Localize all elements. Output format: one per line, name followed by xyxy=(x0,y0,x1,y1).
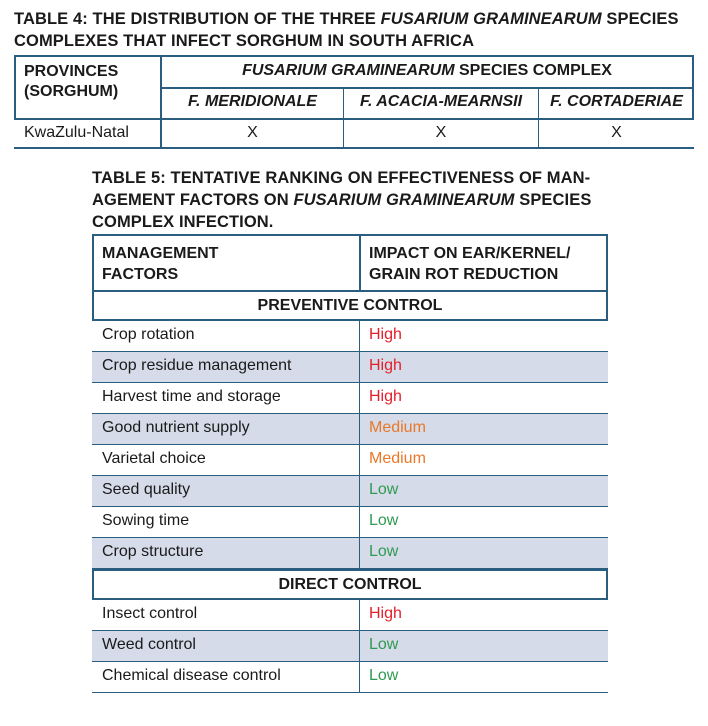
table4-province-header-line1: PROVINCES xyxy=(24,63,119,80)
table5-factor-cell: Harvest time and storage xyxy=(102,388,281,405)
table5-impact-cell: Low xyxy=(369,543,399,560)
table5-section-header: DIRECT CONTROL xyxy=(92,569,608,600)
table5-row xyxy=(92,321,608,352)
table4 xyxy=(14,55,694,149)
table5-row-divider xyxy=(359,538,360,568)
table5-factor-cell: Weed control xyxy=(102,636,196,653)
table4-caption xyxy=(14,8,694,52)
table5-row xyxy=(92,662,608,693)
table5-row-divider xyxy=(359,445,360,475)
table4-species-2: F. ACACIA-MEARNSII xyxy=(359,93,523,110)
table5-caption-line3: COMPLEX INFECTION. xyxy=(92,213,274,231)
table4-caption-italic: FUSARIUM GRAMINEARUM xyxy=(380,10,602,28)
table5-impact-cell: Medium xyxy=(369,450,426,467)
table5-row-divider xyxy=(359,352,360,382)
table4-species-1: F. MERIDIONALE xyxy=(188,93,317,110)
table5-factor-cell: Seed quality xyxy=(102,481,191,498)
table4-group-rule xyxy=(160,87,694,89)
table5-factor-header xyxy=(102,243,218,285)
table5-row-divider xyxy=(359,476,360,506)
table5-factor-header-line2: FACTORS xyxy=(102,266,179,283)
table5-impact-cell: Low xyxy=(369,481,399,498)
table5-row xyxy=(92,445,608,476)
table4-caption-line2: COMPLEXES THAT INFECT SORGHUM IN SOUTH AFRICA xyxy=(14,32,475,50)
table5-factor-cell: Insect control xyxy=(102,605,198,622)
table5-header-divider xyxy=(359,236,361,292)
table5-caption-line1: TABLE 5: TENTATIVE RANKING ON EFFECTIVENESS OF MAN- xyxy=(92,169,591,187)
table4-province-header-line2: (SORGHUM) xyxy=(24,83,119,100)
table5-row-divider xyxy=(359,631,360,661)
table5-row-divider xyxy=(359,321,360,351)
table4-group-header-rest: SPECIES COMPLEX xyxy=(454,62,612,79)
table4-header-rule xyxy=(14,118,694,120)
table5-factor-cell: Sowing time xyxy=(102,512,190,529)
table5-row-divider xyxy=(359,383,360,413)
table5-impact-cell: Medium xyxy=(369,419,426,436)
table5-factor-cell: Varietal choice xyxy=(102,450,206,467)
table5-factor-cell: Chemical disease control xyxy=(102,667,281,684)
table5-row xyxy=(92,352,608,383)
table5-impact-header-line1: IMPACT ON EAR/KERNEL/ xyxy=(369,245,571,262)
table5-row xyxy=(92,507,608,538)
table5-row xyxy=(92,476,608,507)
table5-row xyxy=(92,600,608,631)
table4-left-rule xyxy=(14,55,16,119)
table4-bottom-rule xyxy=(14,147,694,149)
table4-group-header-italic: FUSARIUM GRAMINEARUM xyxy=(242,62,455,79)
table5-caption-italic: FUSARIUM GRAMINEARUM xyxy=(293,191,515,209)
table5-impact-cell: Low xyxy=(369,636,399,653)
table4-caption-text: TABLE 4: THE DISTRIBUTION OF THE THREE xyxy=(14,10,381,28)
table5-impact-header xyxy=(369,243,570,285)
table5-row-divider xyxy=(359,414,360,444)
table5-header xyxy=(92,234,608,290)
table5-impact-cell: High xyxy=(369,326,402,343)
table5-factor-header-line1: MANAGEMENT xyxy=(102,245,219,262)
table5-caption-line2-text: AGEMENT FACTORS ON xyxy=(92,191,294,209)
table5-factor-cell: Crop rotation xyxy=(102,326,195,343)
table4-row-mark-1: X xyxy=(247,124,258,141)
table5-impact-cell: High xyxy=(369,388,402,405)
table4-caption-text-end: SPECIES xyxy=(601,10,679,28)
table5-impact-cell: Low xyxy=(369,667,399,684)
table4-top-rule xyxy=(14,55,694,57)
table5-caption-line2-end: SPECIES xyxy=(514,191,592,209)
table5-caption xyxy=(92,167,612,233)
table5-row xyxy=(92,631,608,662)
table5-row-divider xyxy=(359,507,360,537)
table5-factor-cell: Crop residue management xyxy=(102,357,292,374)
table4-species-3: F. CORTADERIAE xyxy=(550,93,683,110)
table5-impact-cell: Low xyxy=(369,512,399,529)
table5-factor-cell: Good nutrient supply xyxy=(102,419,250,436)
table5-impact-header-line2: GRAIN ROT REDUCTION xyxy=(369,266,559,283)
table5-row-divider xyxy=(359,600,360,630)
table5-impact-cell: High xyxy=(369,605,402,622)
table4-province-header xyxy=(24,62,118,102)
table5-row-divider xyxy=(359,662,360,692)
table5-impact-cell: High xyxy=(369,357,402,374)
table5-factor-cell: Crop structure xyxy=(102,543,204,560)
table5-section-header: PREVENTIVE CONTROL xyxy=(92,290,608,321)
table4-row-province: KwaZulu-Natal xyxy=(24,124,129,141)
table5-row xyxy=(92,383,608,414)
table4-group-header xyxy=(162,62,692,80)
table5-row xyxy=(92,414,608,445)
table5-row xyxy=(92,538,608,569)
table4-row-mark-2: X xyxy=(435,124,447,141)
table4-row-mark-3: X xyxy=(611,124,622,141)
